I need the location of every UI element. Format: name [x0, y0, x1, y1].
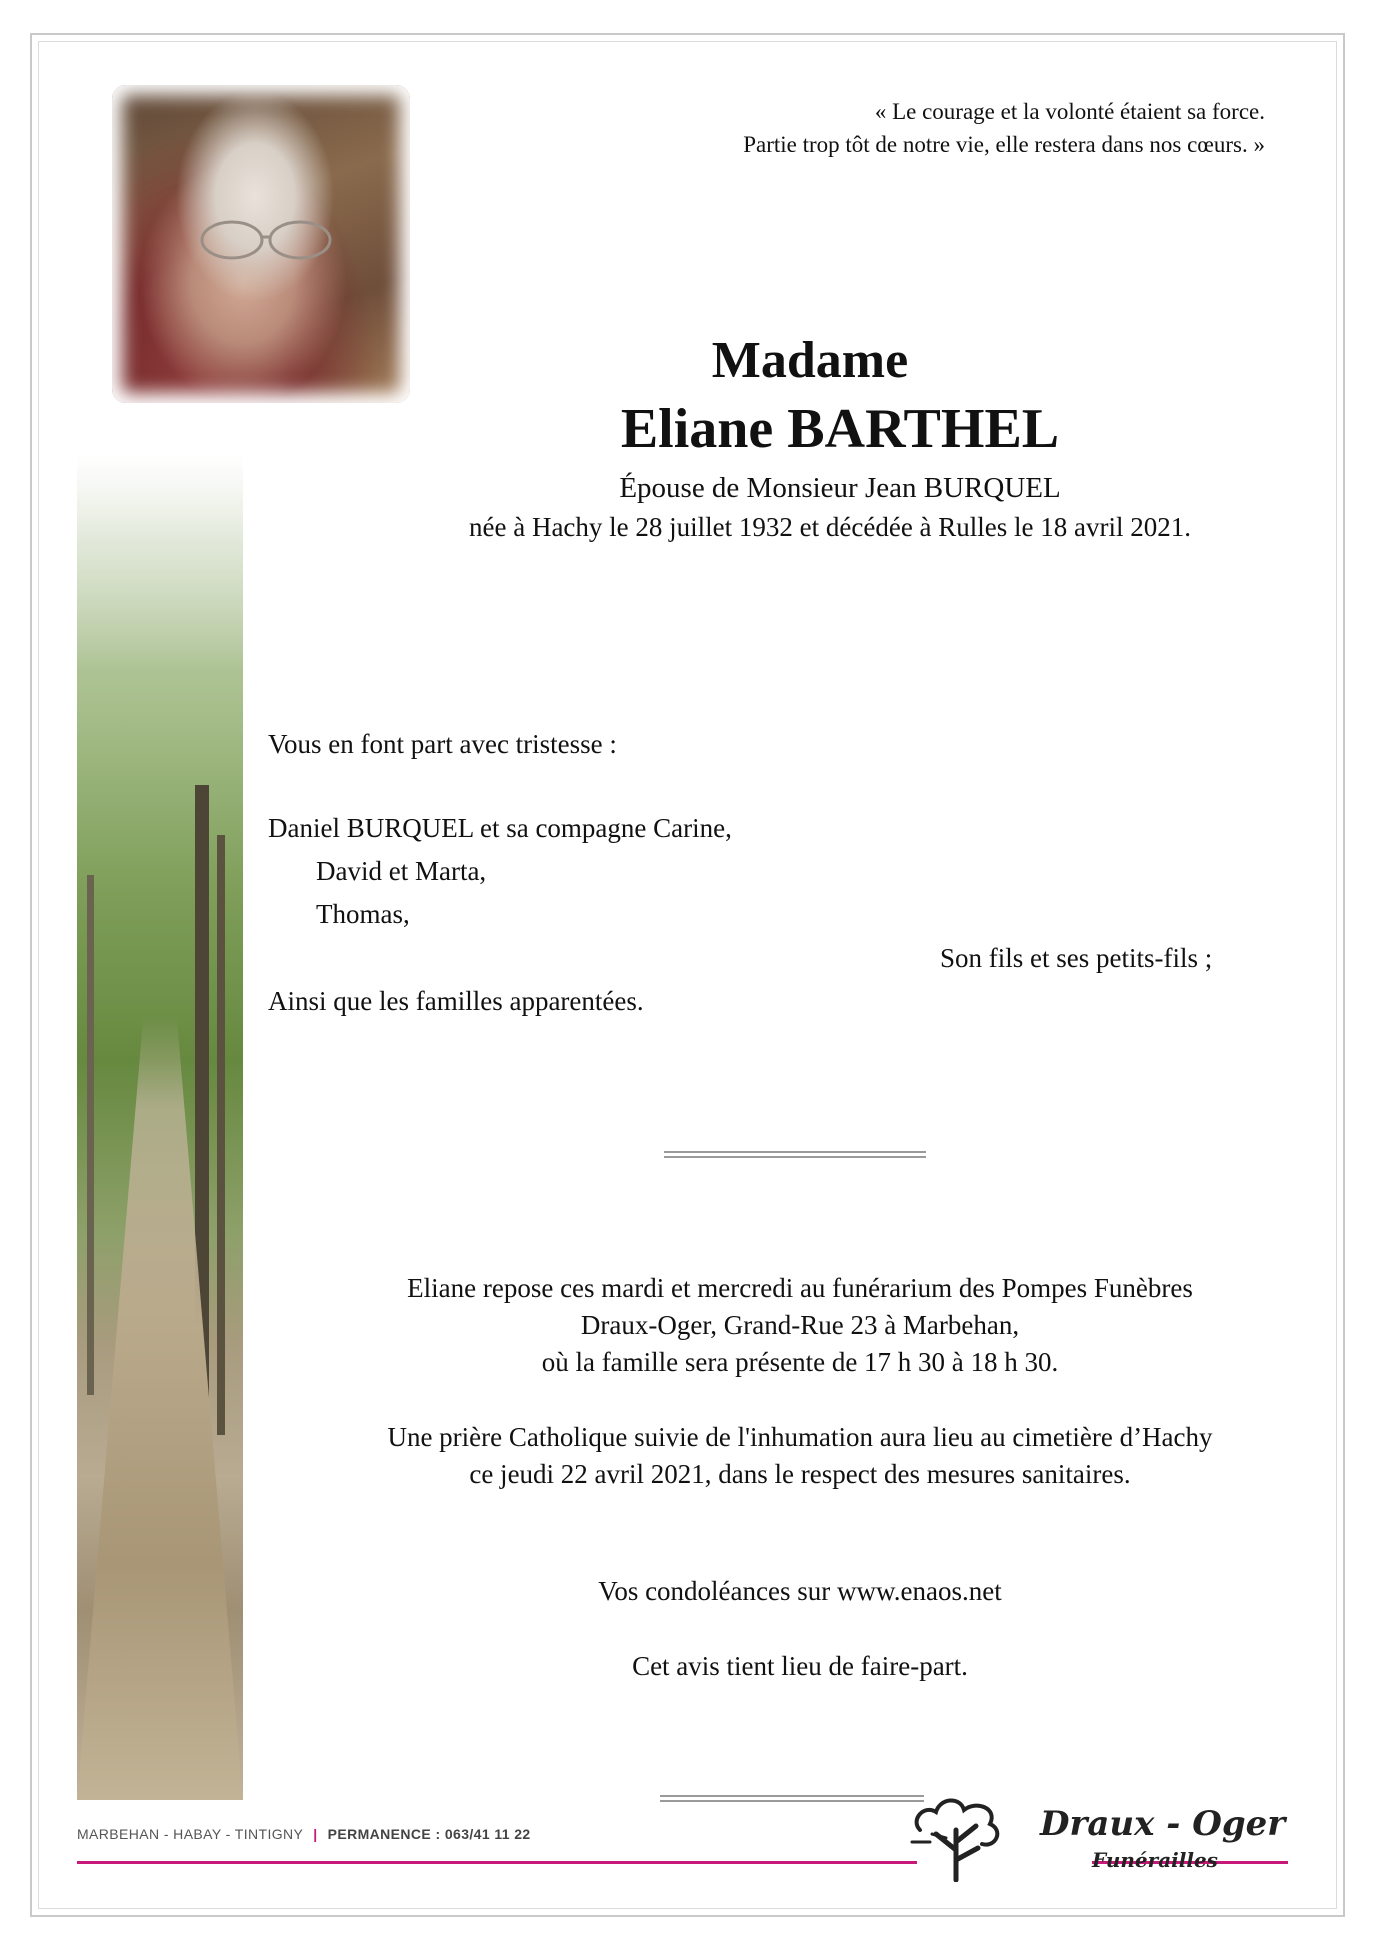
family-line-2: David et Marta, — [316, 856, 487, 886]
birth-death-dates: née à Hachy le 28 juillet 1932 et décédée à Rulles le 18 avril 2021. — [469, 512, 1191, 542]
tree-trunk — [217, 835, 225, 1435]
family-line-3: Thomas, — [316, 899, 410, 929]
footer-contact — [77, 1826, 531, 1842]
visitation-line-2: Draux-Oger, Grand-Rue 23 à Marbehan, — [580, 1310, 1020, 1340]
footer-locations: MARBEHAN - HABAY - TINTIGNY — [77, 1826, 304, 1842]
notice-line: Cet avis tient lieu de faire-part. — [632, 1651, 968, 1681]
footer-permanence: PERMANENCE : 063/41 11 22 — [327, 1826, 531, 1842]
condolences-link: Vos condoléances sur www.enaos.net — [598, 1576, 1002, 1606]
tree-logo-icon — [906, 1790, 1010, 1882]
divider-bottom — [660, 1795, 924, 1802]
visitation-line-1: Eliane repose ces mardi et mercredi au funérarium des Pompes Funèbres — [407, 1273, 1193, 1303]
visitation-details — [260, 1270, 1340, 1381]
footer-separator: | — [313, 1826, 318, 1842]
portrait-photo — [112, 85, 410, 403]
memorial-quote — [505, 95, 1265, 161]
quote-line-1: « Le courage et la volonté étaient sa force. — [874, 99, 1265, 124]
salutation: Madame — [711, 332, 909, 389]
visitation-line-3: où la famille sera présente de 17 h 30 à 18 h 30. — [541, 1347, 1059, 1377]
ceremony-details — [260, 1419, 1340, 1493]
extended-family: Ainsi que les familles apparentées. — [268, 986, 644, 1016]
family-relation: Son fils et ses petits-fils ; — [940, 943, 1213, 973]
footer-accent-line — [77, 1861, 917, 1864]
logo-subtitle: Funérailles — [1092, 1848, 1218, 1872]
forest-path-image — [77, 455, 243, 1800]
divider-top — [664, 1151, 926, 1158]
ceremony-line-1: Une prière Catholique suivie de l'inhumation aura lieu au cimetière d’Hachy — [387, 1422, 1213, 1452]
deceased-name: Eliane BARTHEL — [620, 398, 1060, 460]
glasses-shape — [192, 215, 342, 265]
spouse-line: Épouse de Monsieur Jean BURQUEL — [619, 472, 1061, 504]
family-line-1: Daniel BURQUEL et sa compagne Carine, — [268, 813, 732, 843]
quote-line-2: Partie trop tôt de notre vie, elle restera dans nos cœurs. » — [743, 132, 1265, 157]
ceremony-line-2: ce jeudi 22 avril 2021, dans le respect des mesures sanitaires. — [469, 1459, 1131, 1489]
announcement-intro: Vous en font part avec tristesse : — [268, 729, 617, 759]
tree-trunk — [87, 875, 94, 1395]
logo-title: Draux - Oger — [1040, 1804, 1286, 1844]
